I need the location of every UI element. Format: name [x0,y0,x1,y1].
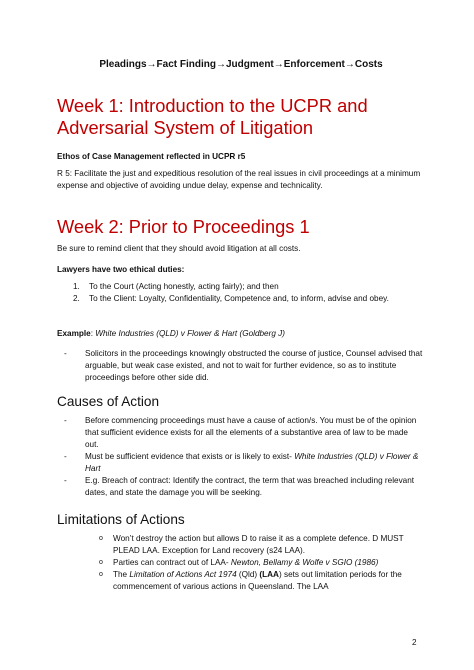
ethical-duties-list [73,281,423,305]
causes-points [64,415,423,499]
point-text: (Qld) [236,570,260,580]
list-number: 2. [73,294,80,304]
case-citation: White Industries (QLD) v Flower & Hart [85,452,419,474]
dash-bullet: - [64,476,67,486]
limitations-points [99,533,424,593]
list-item-text [85,451,423,475]
list-item-text: Won’t destroy the action but allows D to raise it as a complete defence. D MUST PLEAD LAA. Exception for Land recovery (s24 LAA). [113,534,404,556]
example-separator: : [90,329,96,338]
list-item-text: To the Court (Acting honestly, acting fairly); and then [89,282,279,291]
week1-heading: Week 1: Introduction to the UCPR and Adversarial System of Litigation [57,95,368,139]
list-item-text: To the Client: Loyalty, Confidentiality, Competence and, to inform, advise and obey. [89,294,389,304]
case-citation: Newton, Bellamy & Wolfe v SGIO (1986) [230,558,379,568]
ethical-duties-heading: Lawyers have two ethical duties: [57,265,185,274]
list-item [99,533,424,557]
example-line [57,328,423,340]
act-abbreviation: (LAA [259,570,279,580]
header-flow [57,58,421,72]
circle-bullet: o [99,535,103,542]
page-number: 2 [412,638,417,647]
list-item-text: Solicitors in the proceedings knowingly obstructed the course of justice, Counsel advised that arguable, but weak case existed, and not to wait for further evidence, so as to institute proceedings before other side did. [85,349,423,383]
example-points [64,348,423,384]
list-item [99,557,424,569]
point-text: ) sets out limitation periods for the commencement of various actions in Queensland. The LAA [113,570,402,592]
list-item [64,348,423,384]
week2-reminder: Be sure to remind client that they should avoid litigation at all costs. [57,244,301,253]
dash-bullet: - [64,452,67,462]
list-item-text: Before commencing proceedings must have a cause of action/s. You must be of the opinion that sufficient evidence exists for all the elements of a substantive area of law to be made out. [85,416,417,450]
list-item-text [113,569,424,593]
circle-bullet: o [99,571,103,579]
dash-bullet: - [64,349,67,358]
week1-subheading: Ethos of Case Management reflected in UCPR r5 [57,152,246,161]
circle-bullet: o [99,559,103,567]
act-name: Limitation of Actions Act 1974 [129,570,237,580]
list-item [64,451,423,475]
limitations-heading: Limitations of Actions [57,512,185,527]
week1-rule: R 5: Facilitate the just and expeditious resolution of the real issues in civil proceedings at a minimum expense and objective of avoiding undue delay, expense and technicality. [57,169,421,191]
point-text: The [113,570,130,580]
list-item [64,415,423,451]
point-text: Must be sufficient evidence that exists or is likely to exist- [85,452,295,462]
dash-bullet: - [64,416,67,425]
list-item-text [113,557,378,569]
list-item [73,281,423,293]
example-label: Example [57,329,91,338]
list-item [99,569,424,593]
point-text: Parties can contract out of LAA- [113,558,231,568]
list-number: 1. [73,282,80,291]
list-item [73,293,423,305]
process-flow-title: Pleadings→Fact Finding→Judgment→Enforcement→Costs [99,59,383,70]
week2-heading: Week 2: Prior to Proceedings 1 [57,216,310,237]
list-item [64,475,423,499]
list-item-text: E.g. Breach of contract: Identify the contract, the term that was breached including relevant dates, and state the damage you will be seeking. [85,476,415,498]
causes-heading: Causes of Action [57,394,160,409]
example-case: White Industries (QLD) v Flower & Hart (Goldberg J) [95,329,285,338]
